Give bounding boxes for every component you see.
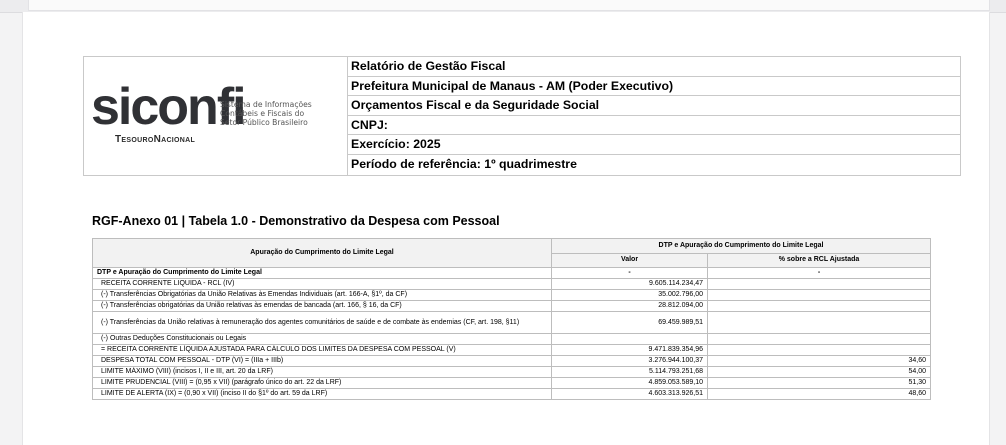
row-pct [708, 345, 931, 356]
table-row [93, 334, 931, 345]
table-row [93, 312, 931, 334]
report-info [348, 57, 960, 175]
row-label: DTP e Apuração do Cumprimento do Limite Legal [93, 268, 552, 279]
report-title: Relatório de Gestão Fiscal [348, 57, 960, 77]
row-pct [708, 290, 931, 301]
row-valor: - [552, 268, 708, 279]
row-label: LIMITE PRUDENCIAL (VIII) = (0,95 x VII) (parágrafo único do art. 22 da LRF) [93, 378, 552, 389]
row-pct: - [708, 268, 931, 279]
row-pct [708, 301, 931, 312]
row-valor: 9.605.114.234,47 [552, 279, 708, 290]
fiscal-year: Exercício: 2025 [348, 135, 960, 155]
table-row [93, 389, 931, 400]
budget-scope: Orçamentos Fiscal e da Seguridade Social [348, 96, 960, 116]
reference-period: Período de referência: 1º quadrimestre [351, 156, 577, 171]
personnel-expense-table [92, 238, 931, 400]
row-label: (-) Transferências da União relativas à remuneração dos agentes comunitários de saúde e de combate às endemias (CF, art. 198, §11) [93, 312, 552, 334]
logo-wordmark: siconfi [91, 78, 245, 136]
section-title: RGF-Anexo 01 | Tabela 1.0 - Demonstrativo da Despesa com Pessoal [92, 214, 500, 228]
row-valor: 69.459.989,51 [552, 312, 708, 334]
logo-subtitle [220, 100, 345, 127]
row-label: (-) Transferências Obrigatórias da União Relativas às Emendas Individuais (art. 166-A, §1º, da CF) [93, 290, 552, 301]
siconfi-logo [84, 57, 348, 175]
row-label: DESPESA TOTAL COM PESSOAL - DTP (VI) = (IIIa + IIIb) [93, 356, 552, 367]
row-valor: 4.603.313.926,51 [552, 389, 708, 400]
table-row [93, 367, 931, 378]
row-valor: 9.471.839.354,96 [552, 345, 708, 356]
row-valor: 4.859.053.589,10 [552, 378, 708, 389]
row-label: LIMITE MÁXIMO (VIII) (incisos I, II e III, art. 20 da LRF) [93, 367, 552, 378]
row-valor: 3.276.944.100,37 [552, 356, 708, 367]
cnpj-label: CNPJ: [348, 116, 960, 136]
logo-subtitle-line: Sistema de Informações [220, 100, 312, 109]
table-row [93, 356, 931, 367]
table-row [93, 345, 931, 356]
col-header-group: DTP e Apuração do Cumprimento do Limite Legal [552, 239, 931, 254]
col-header-main: Apuração do Cumprimento do Limite Legal [93, 239, 552, 268]
logo-subtitle-line: Contábeis e Fiscais do [220, 109, 305, 118]
table-row [93, 290, 931, 301]
entity-name: Prefeitura Municipal de Manaus - AM (Poder Executivo) [348, 77, 960, 97]
row-pct: 51,30 [708, 378, 931, 389]
report-page [22, 12, 990, 445]
table-row [93, 268, 931, 279]
table-body [93, 268, 931, 400]
row-valor [552, 334, 708, 345]
row-label: RECEITA CORRENTE LIQUIDA - RCL (IV) [93, 279, 552, 290]
table-row [93, 378, 931, 389]
col-header-pct: % sobre a RCL Ajustada [708, 253, 931, 268]
row-valor: 5.114.793.251,68 [552, 367, 708, 378]
col-header-valor: Valor [552, 253, 708, 268]
row-pct: 48,60 [708, 389, 931, 400]
row-label: (-) Transferências obrigatórias da União relativas às emendas de bancada (art. 166, § 16, da CF) [93, 301, 552, 312]
top-strip-inner [28, 0, 990, 11]
tesouro-text: esouro [121, 134, 154, 145]
row-valor: 35.002.796,00 [552, 290, 708, 301]
row-valor: 28.812.094,00 [552, 301, 708, 312]
row-pct: 34,60 [708, 356, 931, 367]
row-pct [708, 279, 931, 290]
row-pct [708, 312, 931, 334]
logo-subtitle-line: Setor Público Brasileiro [220, 118, 308, 127]
row-label: = RECEITA CORRENTE LÍQUIDA AJUSTADA PARA CÁLCULO DOS LIMITES DA DESPESA COM PESSOAL (V) [93, 345, 552, 356]
tesouro-nacional-label: TesouroNacional [115, 134, 196, 145]
table-row [93, 301, 931, 312]
row-pct: 54,00 [708, 367, 931, 378]
row-label: (-) Outras Deduções Constitucionais ou Legais [93, 334, 552, 345]
row-label: LIMITE DE ALERTA (IX) = (0,90 x VII) (inciso II do §1º do art. 59 da LRF) [93, 389, 552, 400]
row-pct [708, 334, 931, 345]
table-row [93, 279, 931, 290]
nacional-text: acional [161, 134, 196, 145]
report-header [83, 56, 961, 176]
